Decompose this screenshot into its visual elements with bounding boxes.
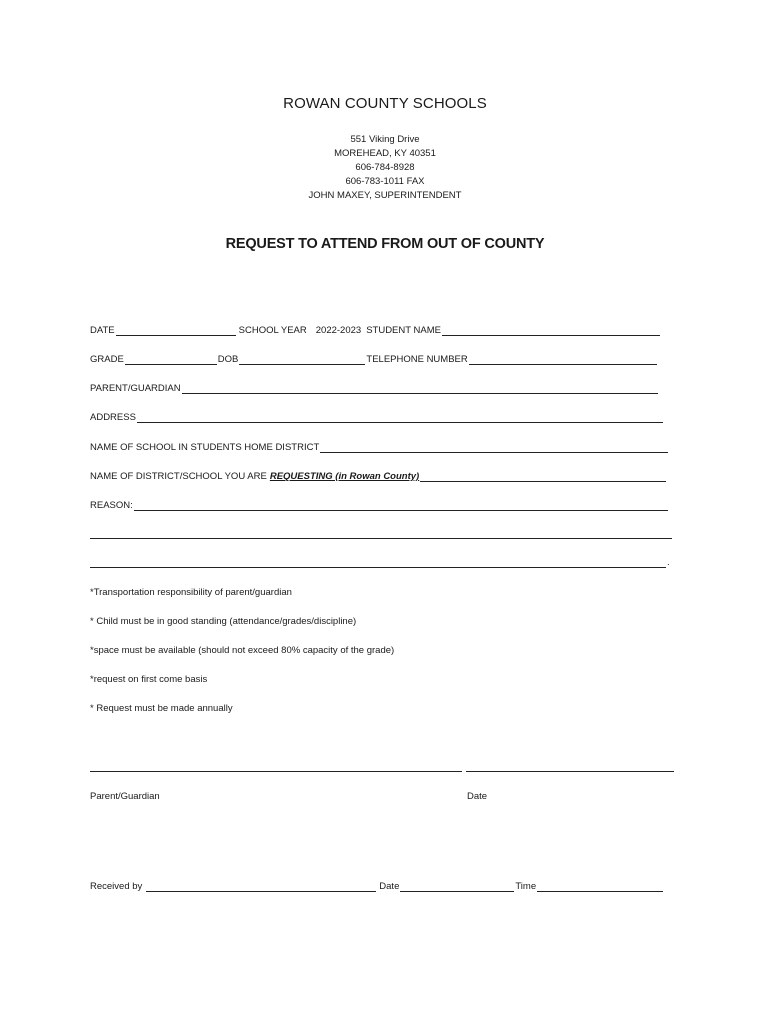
reason-label: REASON: <box>90 500 133 511</box>
reason-field[interactable] <box>134 499 668 511</box>
phone-number: 606-784-8928 <box>355 162 415 173</box>
row-address <box>90 409 664 423</box>
school-year-label: SCHOOL YEAR <box>238 325 307 336</box>
home-district-label: NAME OF SCHOOL IN STUDENTS HOME DISTRICT <box>90 442 320 453</box>
received-date-field[interactable] <box>400 880 514 892</box>
note-first-come: *request on first come basis <box>90 674 208 685</box>
reason-line-2[interactable] <box>90 538 672 539</box>
address-street: 551 Viking Drive <box>350 134 420 145</box>
received-time-label: Time <box>515 881 537 892</box>
school-year-value: 2022-2023 <box>315 325 362 336</box>
received-date-label: Date <box>379 881 400 892</box>
student-name-field[interactable] <box>442 324 660 336</box>
reason-line-3[interactable] <box>90 567 666 568</box>
received-by-field[interactable] <box>146 880 376 892</box>
note-space-available: *space must be available (should not exceed 80% capacity of the grade) <box>90 645 395 656</box>
fax-number: 606-783-1011 FAX <box>345 176 425 187</box>
parent-guardian-label: PARENT/GUARDIAN <box>90 383 181 394</box>
form-title: REQUEST TO ATTEND FROM OUT OF COUNTY <box>225 236 545 252</box>
student-name-label: STUDENT NAME <box>366 325 441 336</box>
row-home-district <box>90 439 669 453</box>
grade-label: GRADE <box>90 354 124 365</box>
address-city: MOREHEAD, KY 40351 <box>334 148 436 159</box>
telephone-field[interactable] <box>469 353 657 365</box>
date-field[interactable] <box>116 324 236 336</box>
note-good-standing: * Child must be in good standing (attendance/grades/discipline) <box>90 616 357 627</box>
parent-date-line[interactable] <box>466 771 674 772</box>
row-requesting <box>90 468 667 482</box>
org-name: ROWAN COUNTY SCHOOLS <box>283 95 487 112</box>
row-grade-dob-phone <box>90 351 658 365</box>
note-transportation: *Transportation responsibility of parent/guardian <box>90 587 292 598</box>
row-reason <box>90 497 669 511</box>
note-annually: * Request must be made annually <box>90 703 233 714</box>
superintendent: JOHN MAXEY, SUPERINTENDENT <box>308 190 462 201</box>
row-received <box>90 878 664 892</box>
telephone-label: TELEPHONE NUMBER <box>366 354 468 365</box>
address-label: ADDRESS <box>90 412 136 423</box>
requesting-field[interactable] <box>420 470 666 482</box>
dob-label: DOB <box>217 354 239 365</box>
grade-field[interactable] <box>125 353 217 365</box>
dob-field[interactable] <box>239 353 365 365</box>
parent-date-label: Date <box>467 791 488 802</box>
date-label: DATE <box>90 325 115 336</box>
row-date-year-student <box>90 322 661 336</box>
parent-signature-line[interactable] <box>90 771 462 772</box>
received-time-field[interactable] <box>537 880 663 892</box>
parent-guardian-field[interactable] <box>182 382 658 394</box>
requesting-emphasis: REQUESTING (in Rowan County) <box>269 471 420 482</box>
requesting-prefix-label: NAME OF DISTRICT/SCHOOL YOU ARE <box>90 471 267 482</box>
address-field[interactable] <box>137 411 663 423</box>
reason-end-period: . <box>667 557 670 568</box>
home-district-field[interactable] <box>320 441 668 453</box>
row-parent <box>90 380 659 394</box>
received-by-label: Received by <box>90 881 143 892</box>
parent-signature-label: Parent/Guardian <box>90 791 160 802</box>
